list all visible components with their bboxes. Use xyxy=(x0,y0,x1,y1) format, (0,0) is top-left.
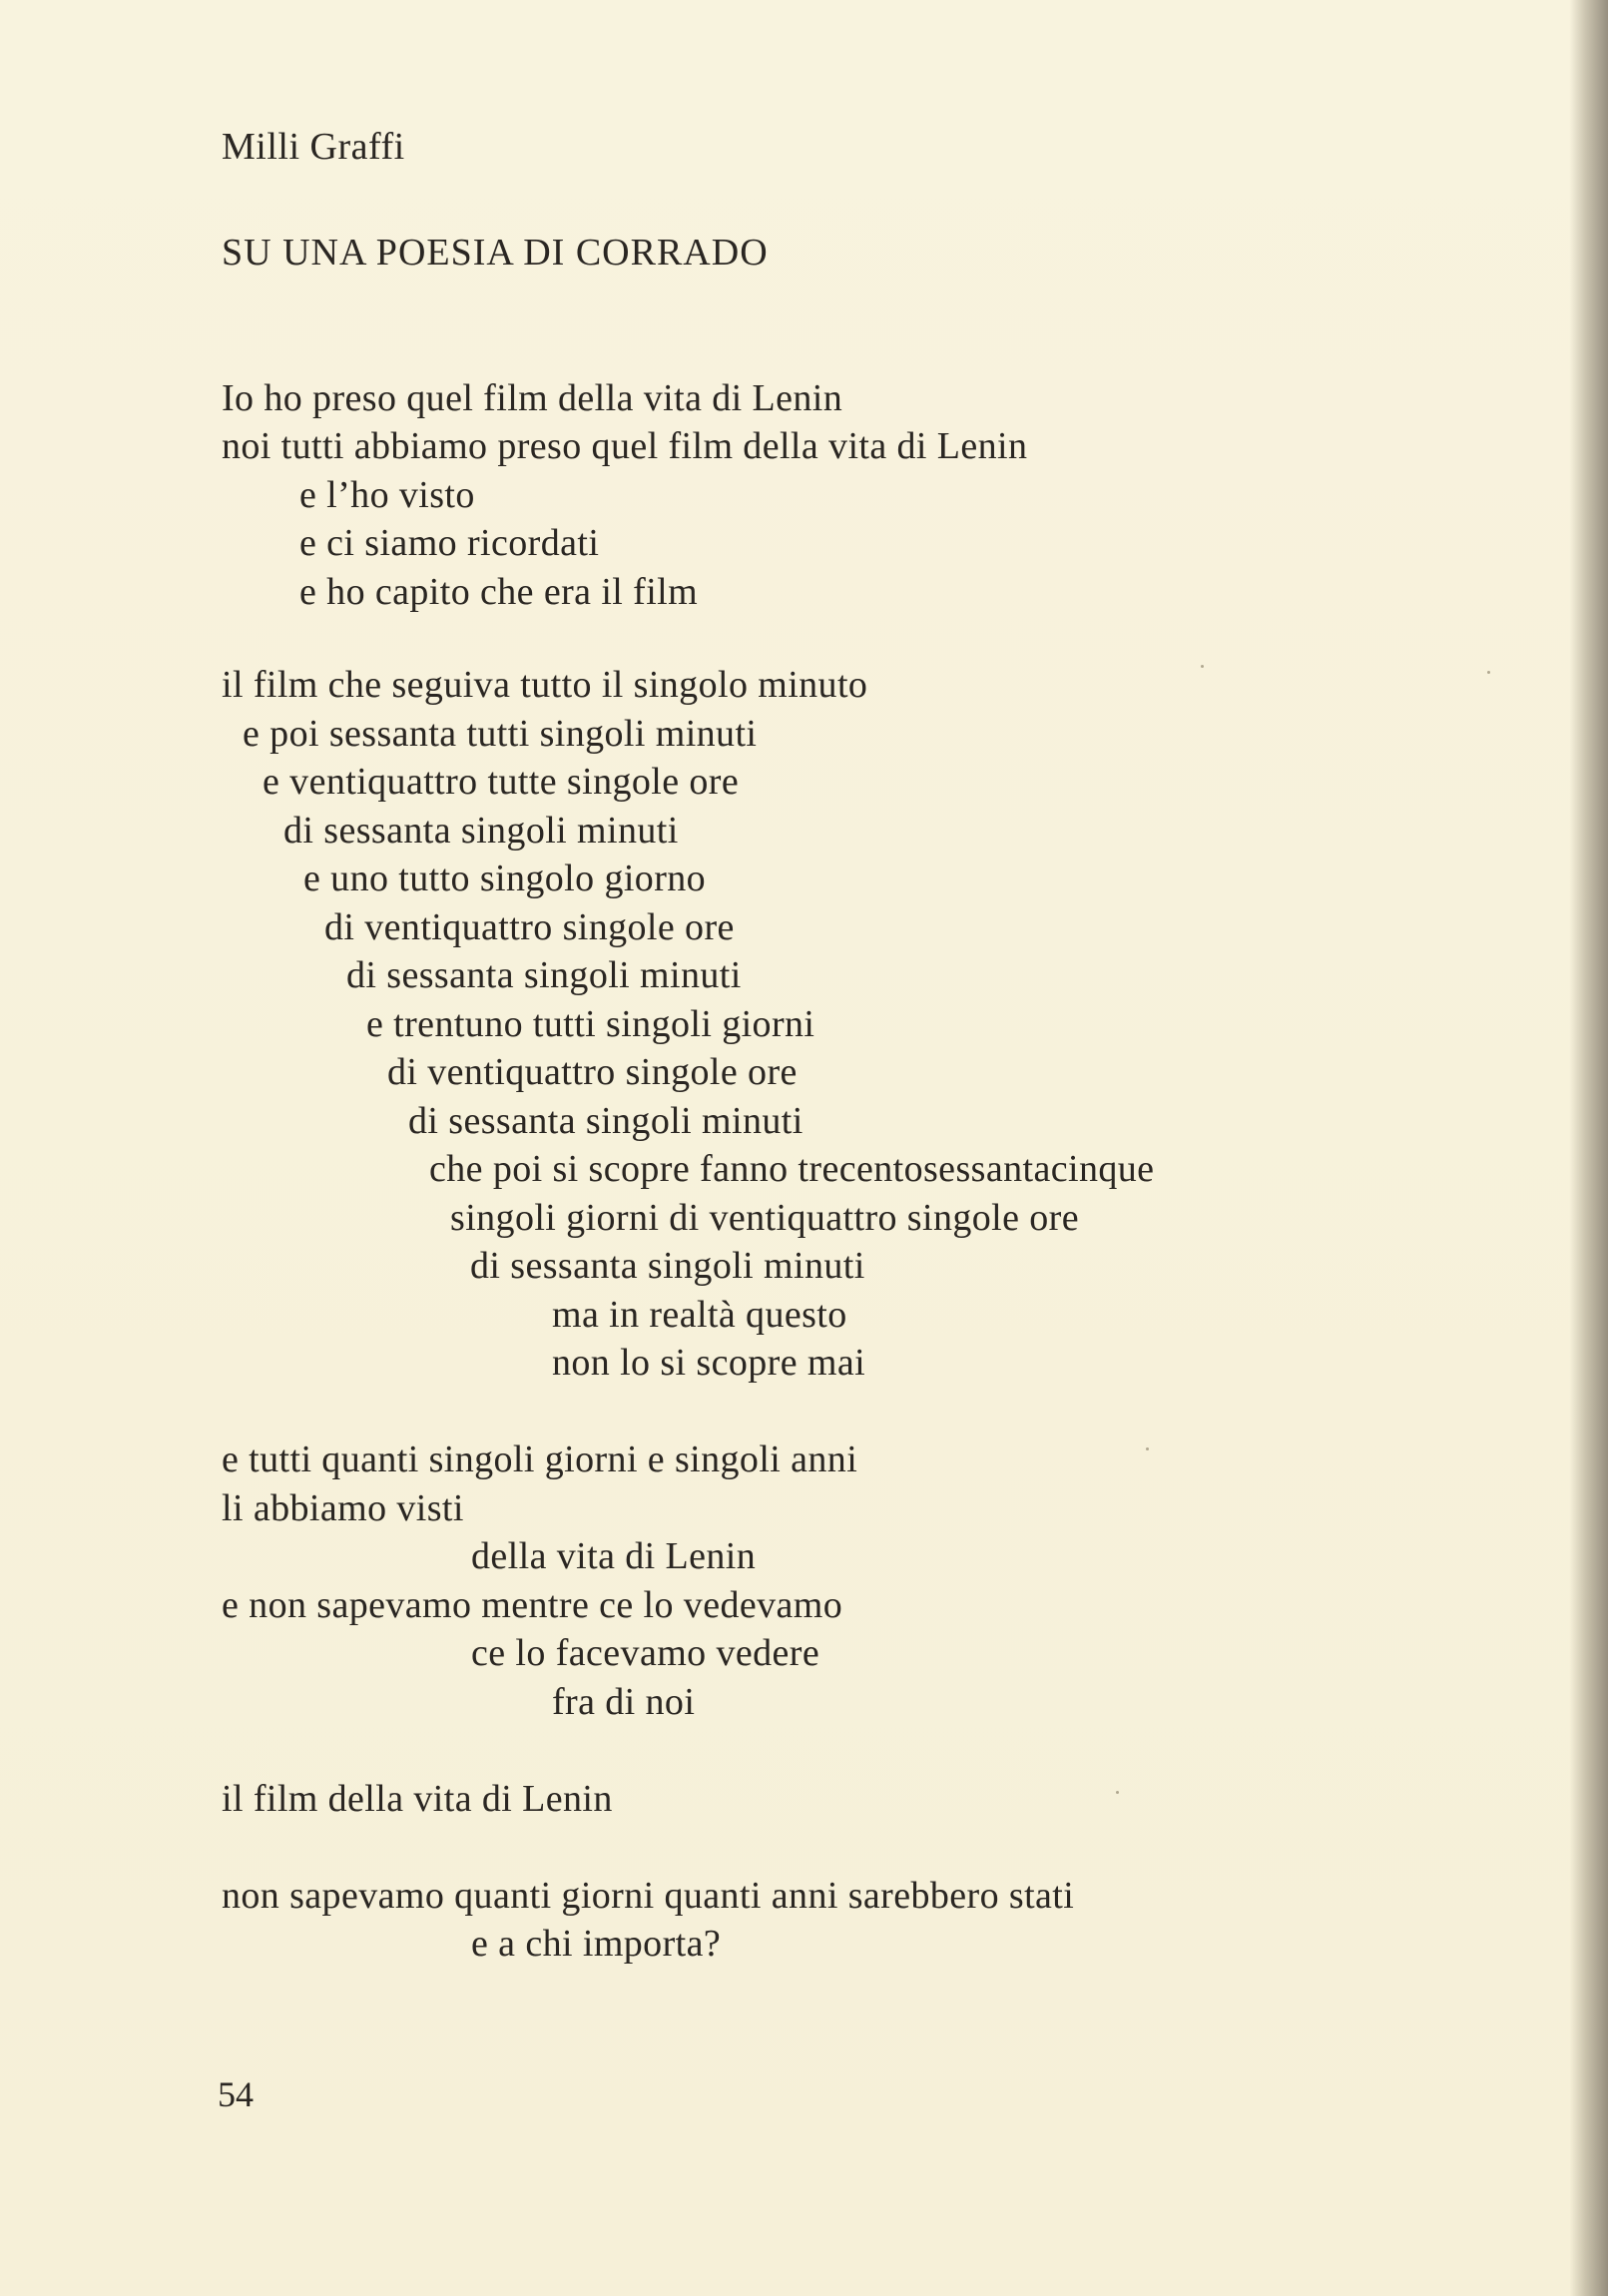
paper-speck xyxy=(1201,665,1204,668)
author-name: Milli Graffi xyxy=(222,126,405,168)
poem-line: di sessanta singoli minuti xyxy=(283,810,679,852)
paper-speck xyxy=(1116,1791,1119,1794)
poem-line: e ci siamo ricordati xyxy=(299,522,600,564)
poem-line: non sapevamo quanti giorni quanti anni sarebbero stati xyxy=(222,1875,1075,1917)
poem-line: ce lo facevamo vedere xyxy=(471,1632,820,1674)
poem-title: SU UNA POESIA DI CORRADO xyxy=(222,232,769,274)
poem-line: e non sapevamo mentre ce lo vedevamo xyxy=(222,1584,843,1626)
poem-line: della vita di Lenin xyxy=(471,1535,757,1577)
poem-line: noi tutti abbiamo preso quel film della vita di Lenin xyxy=(222,425,1028,467)
poem-line: che poi si scopre fanno trecentosessantacinque xyxy=(429,1148,1155,1190)
poem-line: singoli giorni di ventiquattro singole ore xyxy=(450,1197,1079,1239)
poem-line: e trentuno tutti singoli giorni xyxy=(366,1003,815,1045)
poem-line: e a chi importa? xyxy=(471,1923,722,1965)
page-number: 54 xyxy=(218,2074,254,2114)
poem-line: non lo si scopre mai xyxy=(552,1342,866,1384)
poem-line: Io ho preso quel film della vita di Lenin xyxy=(222,377,843,419)
poem-line: e poi sessanta tutti singoli minuti xyxy=(243,713,758,755)
poem-line: e uno tutto singolo giorno xyxy=(303,858,707,899)
poem-line: di sessanta singoli minuti xyxy=(346,954,742,996)
poem-line: ma in realtà questo xyxy=(552,1294,847,1336)
poem-line: di sessanta singoli minuti xyxy=(470,1245,865,1287)
poem-line: il film della vita di Lenin xyxy=(222,1778,613,1820)
poem-line: e ventiquattro tutte singole ore xyxy=(263,761,740,803)
paper-speck xyxy=(1146,1447,1149,1450)
poem-line: di ventiquattro singole ore xyxy=(324,906,735,948)
poem-line: il film che seguiva tutto il singolo minuto xyxy=(222,664,868,706)
poem-line: li abbiamo visti xyxy=(222,1487,464,1529)
paper-speck xyxy=(1487,671,1490,674)
poem-line: e ho capito che era il film xyxy=(299,571,699,613)
poem-line: di sessanta singoli minuti xyxy=(408,1100,804,1142)
poem-line: e l’ho visto xyxy=(299,474,475,516)
poem-line: e tutti quanti singoli giorni e singoli anni xyxy=(222,1438,858,1480)
poem-line: di ventiquattro singole ore xyxy=(387,1051,798,1093)
poem-line: fra di noi xyxy=(552,1681,696,1723)
